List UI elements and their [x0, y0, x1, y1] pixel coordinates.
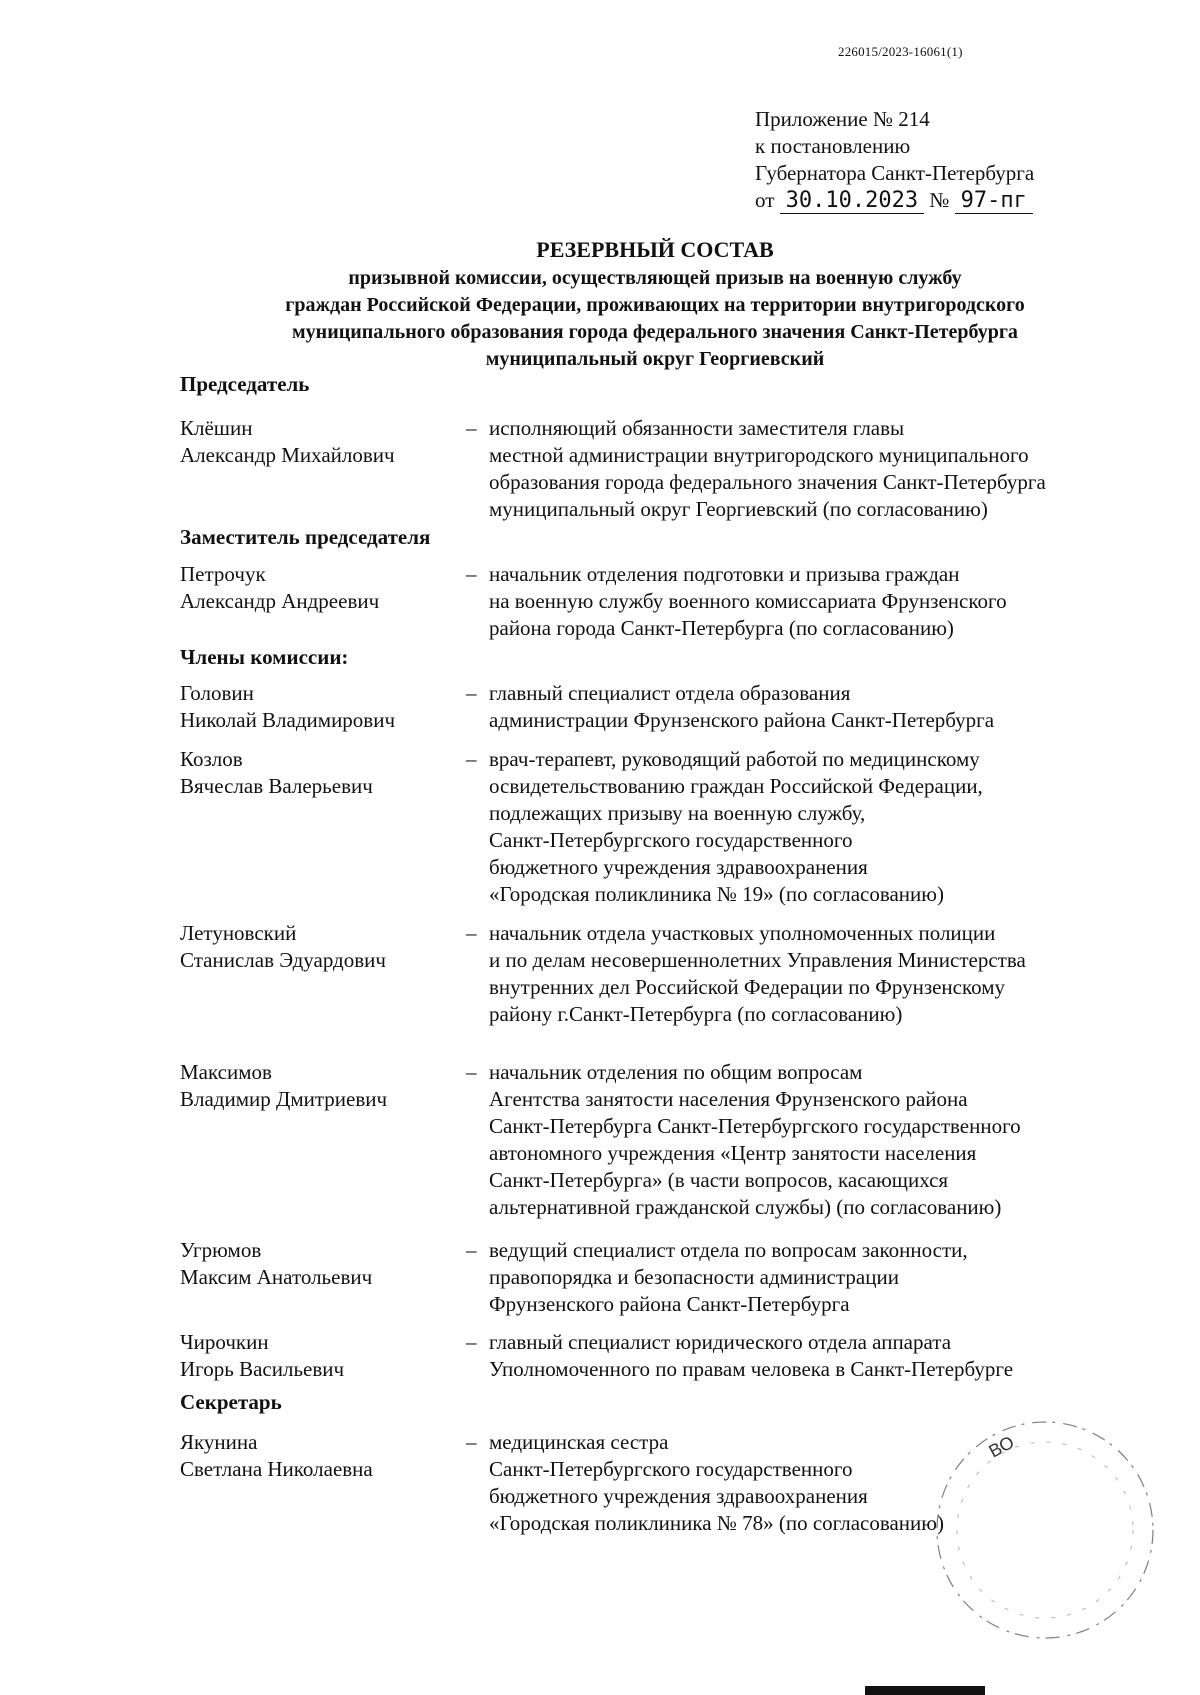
stamp-text: ВО: [985, 1431, 1018, 1462]
position-line: Агентства занятости населения Фрунзенского района: [489, 1087, 968, 1111]
section-chairman: Председатель: [180, 372, 310, 396]
member-surname: Угрюмов: [180, 1238, 262, 1262]
member-position: [489, 415, 1046, 523]
scan-edge-mark: [865, 1686, 985, 1695]
position-line: Уполномоченного по правам человека в Санкт-Петербурге: [489, 1357, 1014, 1381]
position-line: району г.Санкт-Петербурга (по согласованию): [489, 1002, 903, 1026]
position-line: автономного учреждения «Центр занятости населения: [489, 1141, 977, 1165]
member-surname: Летуновский: [180, 921, 297, 945]
decree-date: 30.10.2023: [780, 189, 924, 214]
entry-dash: –: [466, 747, 477, 771]
member-position: [489, 920, 1026, 1028]
member-given-name: Максим Анатольевич: [180, 1265, 373, 1289]
member-surname: Петрочук: [180, 562, 266, 586]
member-given-name: Владимир Дмитриевич: [180, 1087, 388, 1111]
position-line: на военную службу военного комиссариата Фрунзенского: [489, 589, 1007, 613]
entry-dash: –: [466, 562, 477, 586]
member-position: [489, 1059, 1021, 1221]
position-line: освидетельствованию граждан Российской Федерации,: [489, 774, 983, 798]
position-line: местной администрации внутригородского муниципального: [489, 443, 1029, 467]
member-given-name: Станислав Эдуардович: [180, 948, 386, 972]
member-position: [489, 561, 1007, 642]
position-line: Санкт-Петербургского государственного: [489, 828, 853, 852]
position-line: Санкт-Петербургского государственного: [489, 1457, 853, 1481]
subtitle-line: призывной комиссии, осуществляющей призыв на военную службу: [348, 267, 962, 289]
position-line: бюджетного учреждения здравоохранения: [489, 855, 868, 879]
position-line: Санкт-Петербурга» (в части вопросов, касающихся: [489, 1168, 949, 1192]
member-given-name: Николай Владимирович: [180, 708, 396, 732]
member-given-name: Александр Андреевич: [180, 589, 380, 613]
section-members: Члены комиссии:: [180, 645, 349, 669]
position-line: бюджетного учреждения здравоохранения: [489, 1484, 868, 1508]
position-line: правопорядка и безопасности администрации: [489, 1265, 899, 1289]
member-name: [180, 746, 460, 800]
position-line: «Городская поликлиника № 78» (по согласованию): [489, 1511, 944, 1535]
entry-dash: –: [466, 1238, 477, 1262]
entry-dash: –: [466, 416, 477, 440]
member-surname: Головин: [180, 681, 254, 705]
entry-dash: –: [466, 1330, 477, 1354]
appendix-authority: Губернатора Санкт-Петербурга: [755, 161, 1035, 185]
member-name: [180, 1429, 460, 1483]
member-position: [489, 746, 983, 908]
appendix-date-line: [755, 187, 1034, 214]
section-deputy: Заместитель председателя: [180, 525, 431, 549]
position-line: ведущий специалист отдела по вопросам законности,: [489, 1238, 968, 1262]
position-line: подлежащих призыву на военную службу,: [489, 801, 866, 825]
position-line: врач-терапевт, руководящий работой по медицинскому: [489, 747, 980, 771]
number-prefix: №: [929, 188, 950, 212]
member-position: [489, 1237, 968, 1318]
position-line: медицинская сестра: [489, 1430, 669, 1454]
position-line: и по делам несовершеннолетних Управления Министерства: [489, 948, 1026, 972]
member-surname: Клёшин: [180, 416, 253, 440]
subtitle-line: муниципального образования города федерального значения Санкт-Петербурга: [292, 321, 1018, 343]
position-line: «Городская поликлиника № 19» (по согласованию): [489, 882, 944, 906]
position-line: начальник отдела участковых уполномоченных полиции: [489, 921, 996, 945]
member-given-name: Игорь Васильевич: [180, 1357, 345, 1381]
document-title: РЕЗЕРВНЫЙ СОСТАВ: [536, 237, 774, 262]
position-line: исполняющий обязанности заместителя главы: [489, 416, 905, 440]
seal-stamp: [905, 1420, 1155, 1660]
member-given-name: Светлана Николаевна: [180, 1457, 373, 1481]
member-name: [180, 1059, 460, 1113]
entry-dash: –: [466, 681, 477, 705]
member-name: [180, 561, 460, 615]
member-surname: Чирочкин: [180, 1330, 269, 1354]
position-line: Фрунзенского района Санкт-Петербурга: [489, 1292, 850, 1316]
position-line: альтернативной гражданской службы) (по согласованию): [489, 1195, 1002, 1219]
position-line: внутренних дел Российской Федерации по Фрунзенскому: [489, 975, 1006, 999]
position-line: главный специалист отдела образования: [489, 681, 851, 705]
member-name: [180, 680, 460, 734]
entry-dash: –: [466, 1430, 477, 1454]
position-line: администрации Фрунзенского района Санкт-Петербурга: [489, 708, 995, 732]
decree-number: 97-пг: [955, 189, 1033, 214]
member-name: [180, 415, 460, 469]
member-surname: Якунина: [180, 1430, 258, 1454]
member-name: [180, 920, 460, 974]
entry-dash: –: [466, 1060, 477, 1084]
position-line: главный специалист юридического отдела аппарата: [489, 1330, 952, 1354]
entry-dash: –: [466, 921, 477, 945]
member-given-name: Вячеслав Валерьевич: [180, 774, 373, 798]
position-line: начальник отделения по общим вопросам: [489, 1060, 863, 1084]
member-given-name: Александр Михайлович: [180, 443, 395, 467]
subtitle-line: граждан Российской Федерации, проживающих на территории внутригородского: [285, 294, 1025, 316]
section-secretary: Секретарь: [180, 1390, 282, 1414]
member-name: [180, 1237, 460, 1291]
document-heading: [160, 235, 1150, 373]
appendix-block: [755, 106, 1034, 214]
member-surname: Козлов: [180, 747, 243, 771]
appendix-reference: к постановлению: [755, 134, 911, 158]
position-line: образования города федерального значения Санкт-Петербурга: [489, 470, 1046, 494]
appendix-number: Приложение № 214: [755, 107, 930, 131]
member-position: [489, 1329, 1013, 1383]
position-line: Санкт-Петербурга Санкт-Петербургского государственного: [489, 1114, 1021, 1138]
subtitle-line: муниципальный округ Георгиевский: [485, 348, 825, 370]
position-line: муниципальный округ Георгиевский (по согласованию): [489, 497, 988, 521]
document-id: 226015/2023-16061(1): [838, 44, 963, 59]
member-position: [489, 1429, 944, 1537]
date-prefix: от: [755, 188, 775, 212]
position-line: начальник отделения подготовки и призыва граждан: [489, 562, 960, 586]
member-position: [489, 680, 994, 734]
member-surname: Максимов: [180, 1060, 272, 1084]
position-line: района города Санкт-Петербурга (по согласованию): [489, 616, 954, 640]
member-name: [180, 1329, 460, 1383]
